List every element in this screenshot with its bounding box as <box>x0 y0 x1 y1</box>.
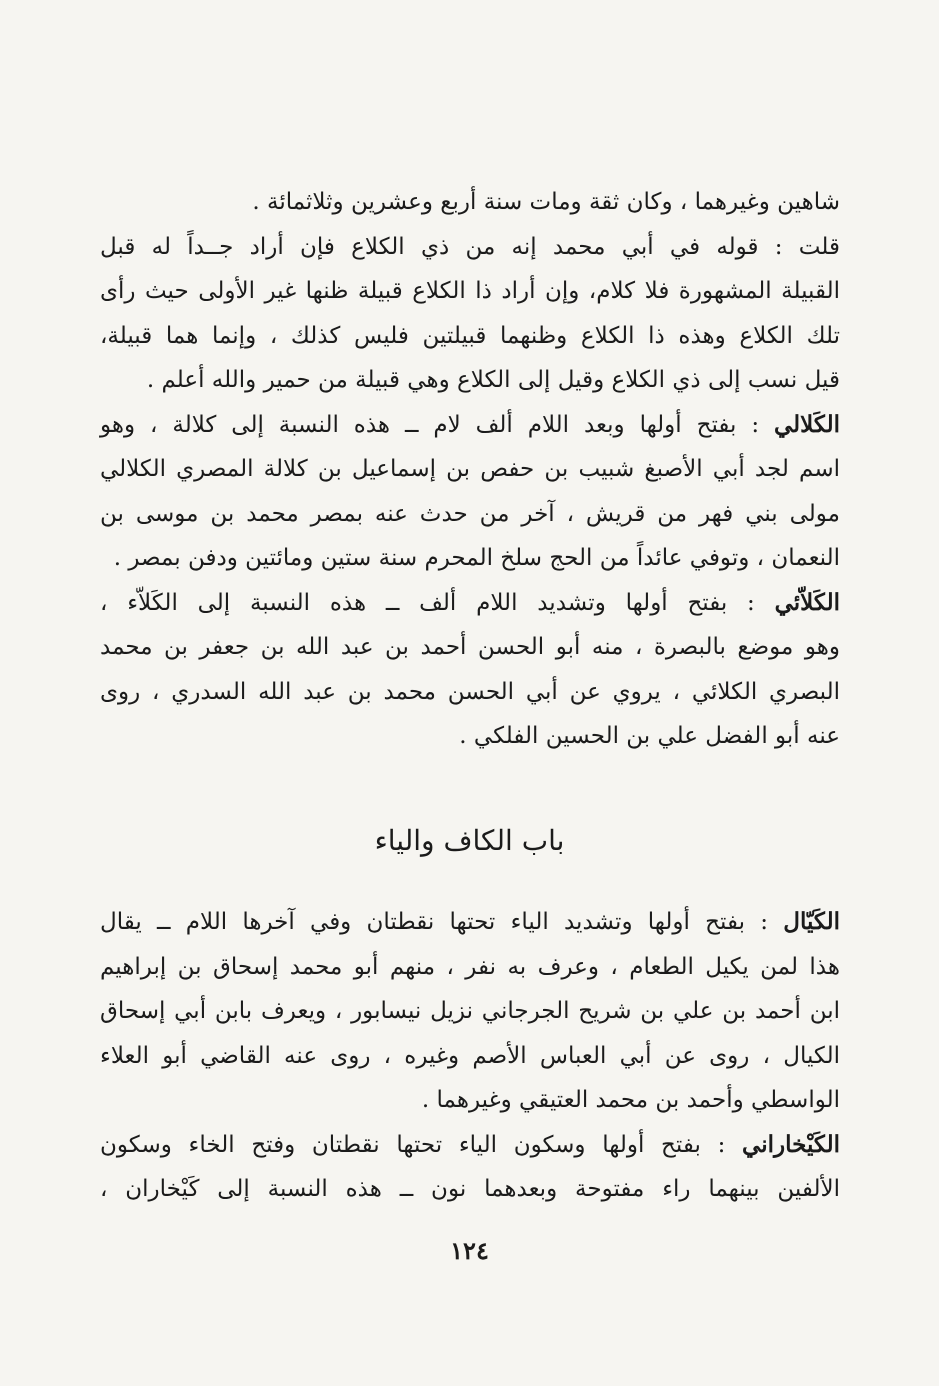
entry-definition-start: : بفتح أولها وبعد اللام ألف لام ــ هذه النسبة إلى كلالة ، وهو <box>100 411 760 438</box>
text-line: اسم لجد أبي الأصبغ شبيب بن حفص بن إسماعيل بن كلالة المصري الكلالي <box>100 456 840 482</box>
text-line: قلت : قوله في أبي محمد إنه من ذي الكلاع فإن أراد جــداً له قبل <box>100 233 840 260</box>
entry-definition-start: : بفتح أولها وسكون الياء تحتها نقطتان وفتح الخاء وسكون <box>100 1131 726 1158</box>
text-line: الألفين بينهما راء مفتوحة وبعدهما نون ــ هذه النسبة إلى كَيْخاران ، <box>100 1176 840 1202</box>
entry-first-line <box>100 403 840 448</box>
entry-definition-start: : بفتح أولها وتشديد الياء تحتها نقطتان وفي آخرها اللام ــ يقال <box>100 909 768 935</box>
text-line: شاهين وغيرهما ، وكان ثقة ومات سنة أربع وعشرين وثلاثمائة . <box>252 189 840 215</box>
bottom-text-section <box>100 900 840 1212</box>
entry-term: الكَيْخاراني <box>742 1130 840 1158</box>
top-text-section <box>100 180 840 759</box>
text-line: النعمان ، وتوفي عائداً من الحج سلخ المحرم سنة ستين ومائتين ودفن بمصر . <box>113 545 840 571</box>
text-line: القبيلة المشهورة فلا كلام، وإن أراد ذا الكلاع قبيلة ظنها غير الأولى حيث رأى <box>100 278 840 304</box>
paragraph-continuation <box>100 180 840 225</box>
entry-term: الكَيّال <box>783 908 840 935</box>
entry-kallai <box>100 581 840 759</box>
text-line: عنه أبو الفضل علي بن الحسين الفلكي . <box>459 723 840 749</box>
entry-definition-start: : بفتح أولها وتشديد اللام ألف ــ هذه النسبة إلى الكَلاّء ، <box>100 589 755 616</box>
entry-first-line <box>100 581 840 626</box>
entry-first-line <box>100 900 840 945</box>
entry-kalali <box>100 403 840 581</box>
text-line: تلك الكلاع وهذه ذا الكلاع وظنهما قبيلتين فليس كذلك ، وإنما هما قبيلة، <box>100 322 840 349</box>
text-line: البصري الكلائي ، يروي عن أبي الحسن محمد بن عبد الله السدري ، روى <box>100 678 840 705</box>
page-number: ١٢٤ <box>450 1236 489 1265</box>
text-line: هذا لمن يكيل الطعام ، وعرف به نفر ، منهم أبو محمد إسحاق بن إبراهيم <box>100 953 840 980</box>
entry-first-line <box>100 1123 840 1168</box>
text-line: الواسطي وأحمد بن محمد العتيقي وغيرهما . <box>421 1087 840 1113</box>
text-line: ابن أحمد بن علي بن شريح الجرجاني نزيل نيسابور ، ويعرف بابن أبي إسحاق <box>100 998 840 1024</box>
text-line: وهو موضع بالبصرة ، منه أبو الحسن أحمد بن عبد الله بن جعفر بن محمد <box>100 634 840 660</box>
paragraph-note <box>100 225 840 403</box>
chapter-heading: باب الكاف والياء <box>374 824 565 857</box>
entry-term: الكَلاّئي <box>774 588 840 616</box>
text-line: قيل نسب إلى ذي الكلاع وقيل إلى الكلاع وهي قبيلة من حمير والله أعلم . <box>146 367 840 393</box>
entry-kayyal <box>100 900 840 1123</box>
text-line: مولى بني فهر من قريش ، آخر من حدث عنه بمصر محمد بن موسى بن <box>100 500 840 527</box>
text-line: الكيال ، روى عن أبي العباس الأصم وغيره ، روى عنه القاضي أبو العلاء <box>100 1042 840 1069</box>
entry-kaykharani <box>100 1123 840 1212</box>
entry-term: الكَلالي <box>774 410 841 438</box>
